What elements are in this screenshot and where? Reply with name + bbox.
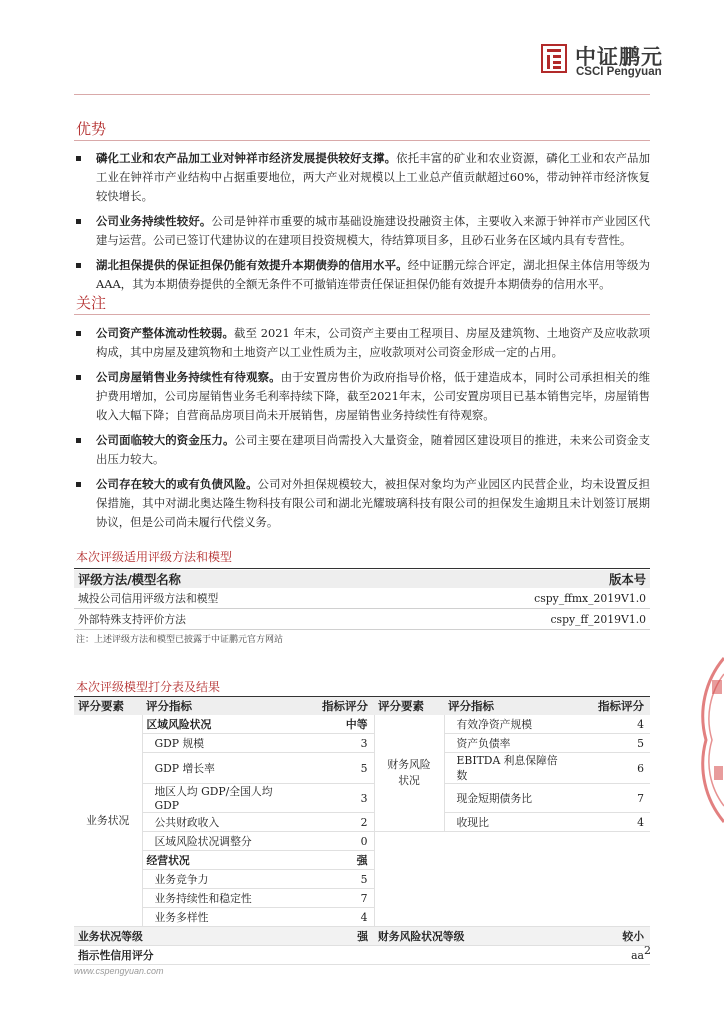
method-table [74,570,650,630]
score-header: 评分指标 [444,697,564,715]
score-header: 指标评分 [292,697,374,715]
table-row [74,813,650,832]
concern-item: 公司面临较大的资金压力。公司主要在建项目尚需投入大量资金，随着园区建设项目的推进，未来公司资金支出压力较大。 [76,431,650,469]
indicator-score: 3 [292,734,374,753]
indicator-name: 业务持续性和稳定性 [142,889,292,908]
indicator-name: 公共财政收入 [142,813,292,832]
method-version: cspy_ffmx_2019V1.0 [393,588,650,609]
method-table-title: 本次评级适用评级方法和模型 [76,550,233,564]
indicator-name: GDP 规模 [142,734,292,753]
financial-factor-label: 财务风险 状况 [374,715,444,832]
concern-item: 公司存在较大的或有负债风险。公司对外担保规模较大，被担保对象均为产业园区内民营企业，均未设置反担保措施，其中对湖北奥达隆生物科技有限公司和湖北光耀玻璃科技有限公司的担保发生逾期且未计划签订展期协议，但是公司尚未履行代偿义务。 [76,475,650,532]
strength-item: 公司业务持续性较好。公司是钟祥市重要的城市基础设施建设投融资主体，主要收入来源于钟祥市产业园区代建与运营。公司已签订代建协议的在建项目投资规模大，待结算项目多，且砂石业务在区域内具有专营性。 [76,212,650,250]
table-row [74,946,650,965]
method-col-version-header: 版本号 [393,570,650,588]
business-level-label: 业务状况等级 [74,927,292,946]
method-table-top-rule [74,568,650,569]
score-header: 评分要素 [374,697,444,715]
indicator-score: 4 [292,908,374,927]
table-row [74,927,650,946]
business-factor-label: 业务状况 [74,715,142,927]
brand-name-cn: 中证鹏元 [575,45,663,69]
header-divider [74,94,650,95]
indicator-score: 中等 [292,715,374,734]
score-table [74,697,650,965]
method-col-name-header: 评级方法/模型名称 [74,570,393,588]
table-row [74,784,650,813]
indicator-score: 2 [292,813,374,832]
strengths-list [76,149,650,300]
financial-level-value: 较小 [564,927,650,946]
indicator-name: 区域风险状况 [142,715,292,734]
indicator-score: 0 [292,832,374,851]
indicator-score: 3 [292,784,374,813]
brand-logo-icon [541,44,567,73]
score-header: 评分要素 [74,697,142,715]
table-row [74,715,650,734]
brand-name-en: CSCI Pengyuan [576,66,662,78]
strength-item: 湖北担保提供的保证担保仍能有效提升本期债券的信用水平。经中证鹏元综合评定，湖北担保主体信用等级为AAA，其为本期债券提供的全额无条件不可撤销连带责任保证担保仍能有效提升本期债券的信用水平。 [76,256,650,294]
indicative-score-value: aa [564,946,650,965]
concerns-divider [74,314,650,315]
indicator-name: 地区人均 GDP/全国人均 GDP [142,784,292,813]
business-level-value: 强 [292,927,374,946]
concerns-heading: 关注 [76,294,107,312]
indicator-score: 强 [292,851,374,870]
method-version: cspy_ff_2019V1.0 [393,609,650,630]
strengths-heading: 优势 [76,120,107,138]
indicator-score: 5 [564,734,650,753]
indicator-name: 业务竞争力 [142,870,292,889]
concerns-list [76,324,650,538]
indicator-name: GDP 增长率 [142,753,292,784]
indicative-score-label: 指示性信用评分 [74,946,564,965]
indicator-score: 5 [292,870,374,889]
page-number: 2 [644,944,651,957]
empty-cell [374,832,650,927]
financial-level-label: 财务风险状况等级 [374,927,564,946]
score-header-row [74,697,650,715]
seal-stamp-icon [698,650,724,830]
indicator-name: 资产负债率 [444,734,564,753]
indicator-score: 4 [564,813,650,832]
indicator-score: 7 [292,889,374,908]
indicator-name: EBITDA 利息保障倍数 [444,753,564,784]
concern-item: 公司房屋销售业务持续性有待观察。由于安置房售价为政府指导价格，低于建造成本，同时公司承担相关的维护费用增加，公司房屋销售业务毛利率持续下降，截至2021年末，公司安置房项目已基本销售完毕，房屋销售收入大幅下降；自营商品房项目尚未开展销售，房屋销售业务持续性有待观察。 [76,368,650,425]
indicator-score: 7 [564,784,650,813]
score-table-title: 本次评级模型打分表及结果 [76,680,221,694]
method-table-note: 注：上述评级方法和模型已披露于中证鹏元官方网站 [76,635,284,645]
indicator-name: 有效净资产规模 [444,715,564,734]
indicator-score: 6 [564,753,650,784]
score-header: 指标评分 [564,697,650,715]
indicator-score: 5 [292,753,374,784]
indicator-name: 业务多样性 [142,908,292,927]
method-name: 城投公司信用评级方法和模型 [74,588,393,609]
table-row [74,753,650,784]
strength-item: 磷化工业和农产品加工业对钟祥市经济发展提供较好支撑。依托丰富的矿业和农业资源，磷化工业和农产品加工业在钟祥市产业结构中占据重要地位，两大产业对规模以上工业总产值贡献超过60%，带动钟祥市经济恢复较快增长。 [76,149,650,206]
indicator-name: 区域风险状况调整分 [142,832,292,851]
indicator-name: 经营状况 [142,851,292,870]
strengths-divider [74,140,650,141]
indicator-name: 现金短期债务比 [444,784,564,813]
table-row [74,832,650,851]
method-name: 外部特殊支持评价方法 [74,609,393,630]
concern-item: 公司资产整体流动性较弱。截至 2021 年末，公司资产主要由工程项目、房屋及建筑物、土地资产及应收款项构成，其中房屋及建筑物和土地资产以工业性质为主，应收款项对公司资金形成一定的占用。 [76,324,650,362]
table-row [74,734,650,753]
score-header: 评分指标 [142,697,292,715]
table-row [74,588,650,609]
footer-url: www.cspengyuan.com [74,966,164,976]
indicator-score: 4 [564,715,650,734]
indicator-name: 收现比 [444,813,564,832]
table-row [74,609,650,630]
